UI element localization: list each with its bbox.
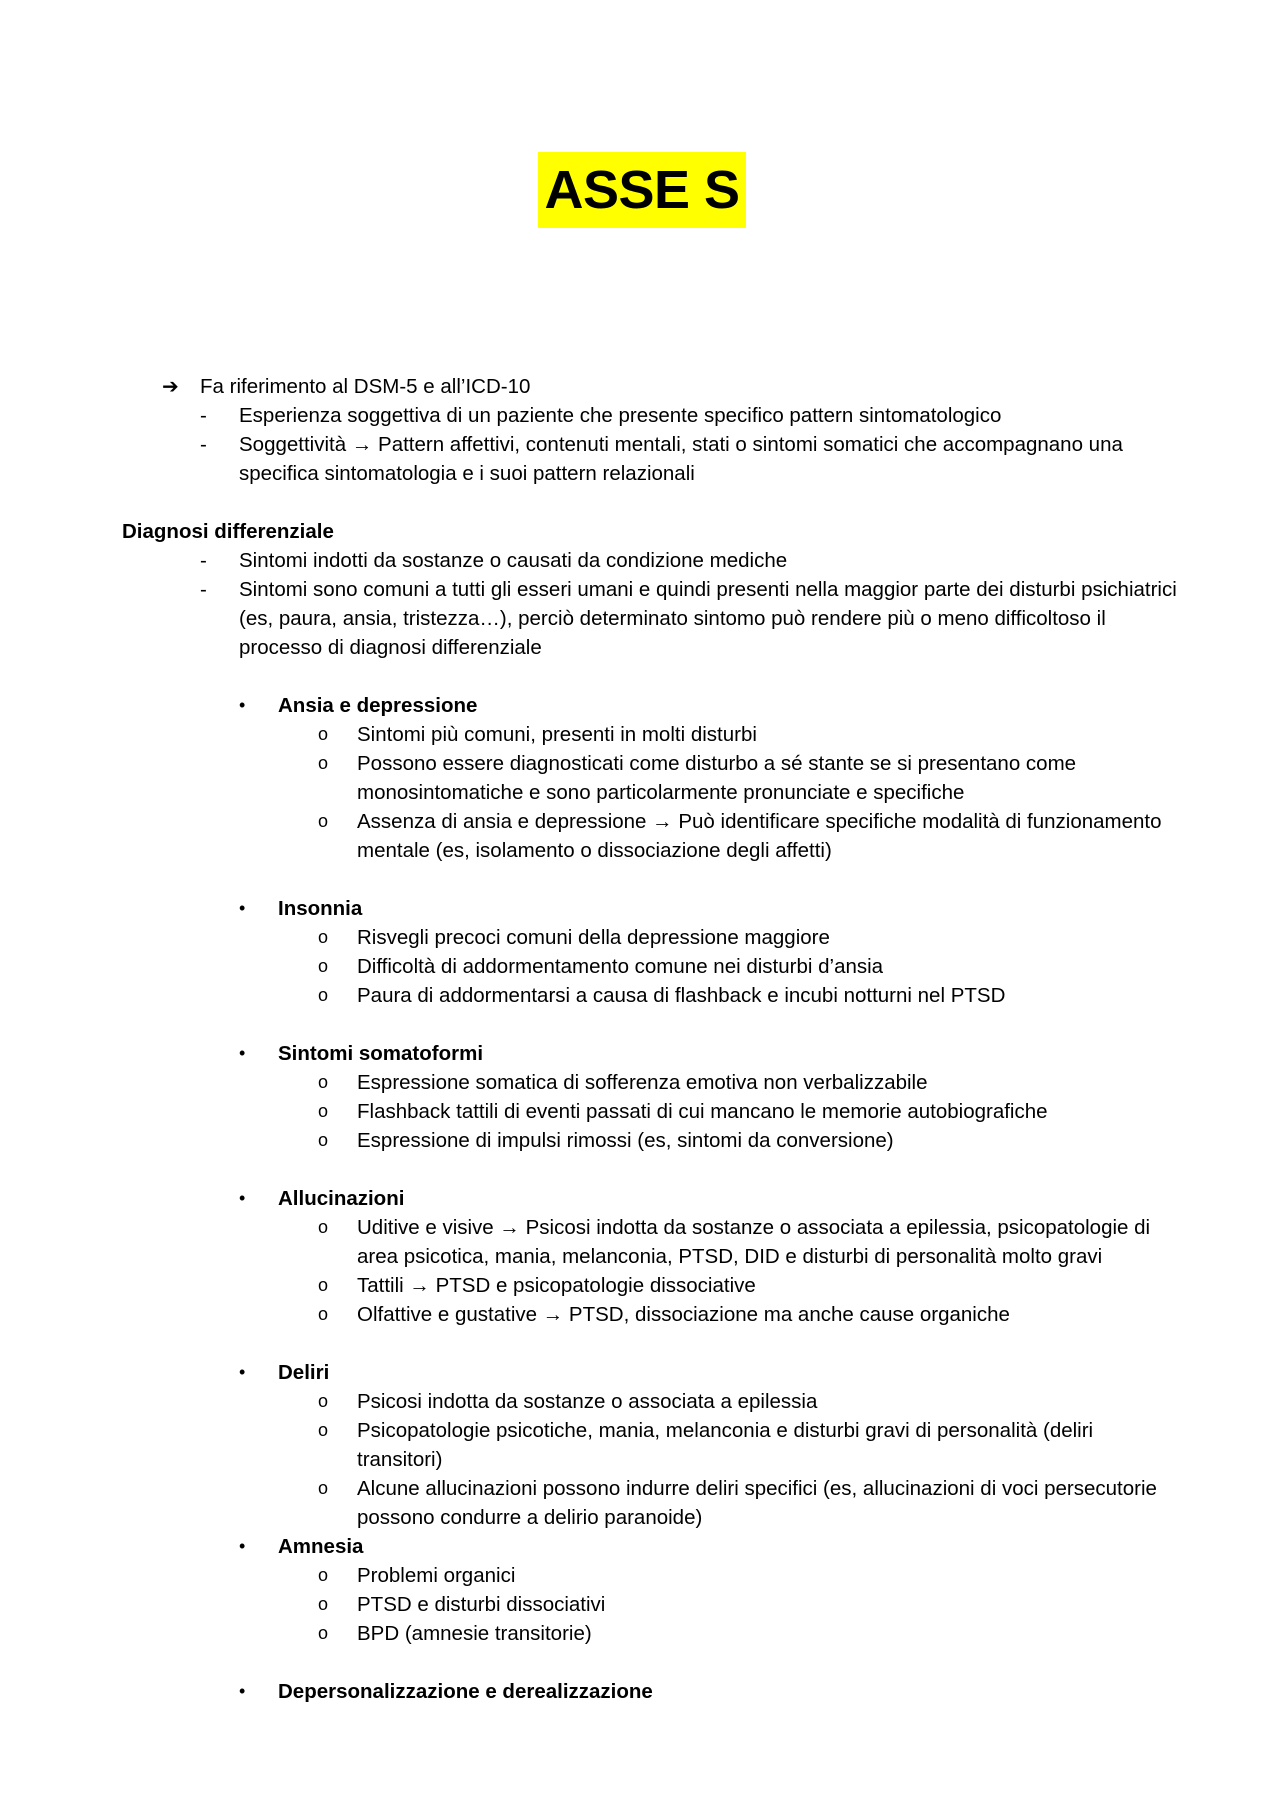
topic-item-text: Espressione somatica di sofferenza emotiva non verbalizzabile: [357, 1071, 928, 1094]
topic-item: [0, 1590, 1280, 1619]
topic-item: [0, 720, 1280, 749]
topic-item: [0, 749, 1280, 807]
topic-item: [0, 1068, 1280, 1097]
topic-item-text: Flashback tattili di eventi passati di cui mancano le memorie autobiografiche: [357, 1100, 1048, 1123]
topic-item: [0, 1213, 1280, 1271]
circle-marker: o: [318, 1304, 329, 1324]
topic-item: [0, 1619, 1280, 1648]
topic-title: Sintomi somatoformi: [278, 1042, 484, 1065]
circle-marker: o: [318, 1565, 329, 1585]
topic-item-text: Sintomi più comuni, presenti in molti disturbi: [357, 723, 757, 746]
topic-item: [0, 1300, 1280, 1329]
topic-item: [0, 1474, 1280, 1532]
title-wrap: [0, 152, 1280, 228]
bullet-marker: •: [239, 1681, 246, 1701]
dash-marker: -: [200, 549, 207, 572]
document-content: [0, 372, 1280, 1706]
topic-title: Amnesia: [278, 1535, 364, 1558]
topic-title: Insonnia: [278, 897, 363, 920]
circle-marker: o: [318, 1275, 329, 1295]
bullet-marker: •: [239, 1043, 246, 1063]
arrow-icon: ➔: [162, 374, 179, 398]
topic-heading: [0, 1184, 1280, 1213]
intro-point: [0, 372, 1280, 401]
topic-item: [0, 1416, 1280, 1474]
bullet-marker: •: [239, 1536, 246, 1556]
dash-marker: -: [200, 404, 207, 427]
topic-item-text: PTSD e disturbi dissociativi: [357, 1593, 606, 1616]
circle-marker: o: [318, 811, 329, 831]
topic-heading: [0, 1532, 1280, 1561]
circle-marker: o: [318, 1101, 329, 1121]
circle-marker: o: [318, 724, 329, 744]
topic-title: Ansia e depressione: [278, 694, 478, 717]
topic-title: Deliri: [278, 1361, 330, 1384]
topic-item: [0, 1126, 1280, 1155]
topic-heading: [0, 894, 1280, 923]
bullet-marker: •: [239, 695, 246, 715]
circle-marker: o: [318, 1623, 329, 1643]
dash-marker: -: [200, 578, 207, 601]
circle-marker: o: [318, 927, 329, 947]
topic-item: [0, 807, 1280, 865]
topic-item: [0, 1097, 1280, 1126]
topic-item-text: Alcune allucinazioni possono indurre deliri specifici (es, allucinazioni di voci persecutorie possono condurre a delirio paranoide): [357, 1477, 1157, 1529]
topic-item: [0, 1271, 1280, 1300]
topic-item: [0, 1561, 1280, 1590]
intro-item: [0, 430, 1280, 488]
circle-marker: o: [318, 985, 329, 1005]
topic-item-text: Assenza di ansia e depressione → Può identificare specifiche modalità di funzionamento mentale (es, isolamento o dissociazione degli affetti): [357, 810, 1162, 862]
topic-heading: [0, 691, 1280, 720]
bullet-marker: •: [239, 1362, 246, 1382]
circle-marker: o: [318, 1130, 329, 1150]
topic-item: [0, 1387, 1280, 1416]
topic-item-text: Uditive e visive → Psicosi indotta da sostanze o associata a epilessia, psicopatologie di area psicotica, mania, melanconia, PTSD, DID e disturbi di personalità molto gravi: [357, 1216, 1151, 1268]
topic-item: [0, 952, 1280, 981]
differential-item: [0, 575, 1280, 662]
topic-heading: [0, 1677, 1280, 1706]
topic-item-text: Possono essere diagnosticati come disturbo a sé stante se si presentano come monosintomatiche e sono particolarmente pronunciate e specifiche: [357, 752, 1077, 804]
intro-item-text: Esperienza soggettiva di un paziente che presente specifico pattern sintomatologico: [239, 404, 1002, 427]
topic-heading: [0, 1358, 1280, 1387]
differential-item: [0, 546, 1280, 575]
differential-item-text: Sintomi indotti da sostanze o causati da condizione mediche: [239, 549, 788, 572]
bullet-marker: •: [239, 1188, 246, 1208]
intro-text: Fa riferimento al DSM-5 e all’ICD-10: [200, 375, 531, 398]
circle-marker: o: [318, 1420, 329, 1440]
topic-item-text: Risvegli precoci comuni della depressione maggiore: [357, 926, 830, 949]
topic-item-text: BPD (amnesie transitorie): [357, 1622, 592, 1645]
circle-marker: o: [318, 956, 329, 976]
page-title: ASSE S: [538, 152, 745, 228]
circle-marker: o: [318, 1391, 329, 1411]
topic-item-text: Problemi organici: [357, 1564, 516, 1587]
topic-item-text: Tattili → PTSD e psicopatologie dissociative: [357, 1274, 756, 1297]
dash-marker: -: [200, 433, 207, 456]
topic-item-text: Psicosi indotta da sostanze o associata a epilessia: [357, 1390, 818, 1413]
topic-title: Allucinazioni: [278, 1187, 405, 1210]
bullet-marker: •: [239, 898, 246, 918]
differential-item-text: Sintomi sono comuni a tutti gli esseri umani e quindi presenti nella maggior parte dei disturbi psichiatrici (es, paura, ansia, tristezza…), perciò determinato sintomo può rendere più o meno difficoltoso il processo di diagnosi differenziale: [239, 578, 1177, 659]
topic-item-text: Paura di addormentarsi a causa di flashback e incubi notturni nel PTSD: [357, 984, 1006, 1007]
circle-marker: o: [318, 1594, 329, 1614]
intro-item: [0, 401, 1280, 430]
circle-marker: o: [318, 1217, 329, 1237]
intro-item-text: Soggettività → Pattern affettivi, contenuti mentali, stati o sintomi somatici che accompagnano una specifica sintomatologia e i suoi pattern relazionali: [239, 433, 1123, 485]
circle-marker: o: [318, 1072, 329, 1092]
circle-marker: o: [318, 1478, 329, 1498]
topic-title: Depersonalizzazione e derealizzazione: [278, 1680, 653, 1703]
circle-marker: o: [318, 753, 329, 773]
topic-item-text: Psicopatologie psicotiche, mania, melanconia e disturbi gravi di personalità (deliri transitori): [357, 1419, 1094, 1471]
section-heading-differential: Diagnosi differenziale: [122, 520, 334, 543]
topic-item: [0, 981, 1280, 1010]
topic-item-text: Olfattive e gustative → PTSD, dissociazione ma anche cause organiche: [357, 1303, 1010, 1326]
topic-heading: [0, 1039, 1280, 1068]
topic-item-text: Espressione di impulsi rimossi (es, sintomi da conversione): [357, 1129, 894, 1152]
topic-item: [0, 923, 1280, 952]
topic-item-text: Difficoltà di addormentamento comune nei disturbi d’ansia: [357, 955, 884, 978]
